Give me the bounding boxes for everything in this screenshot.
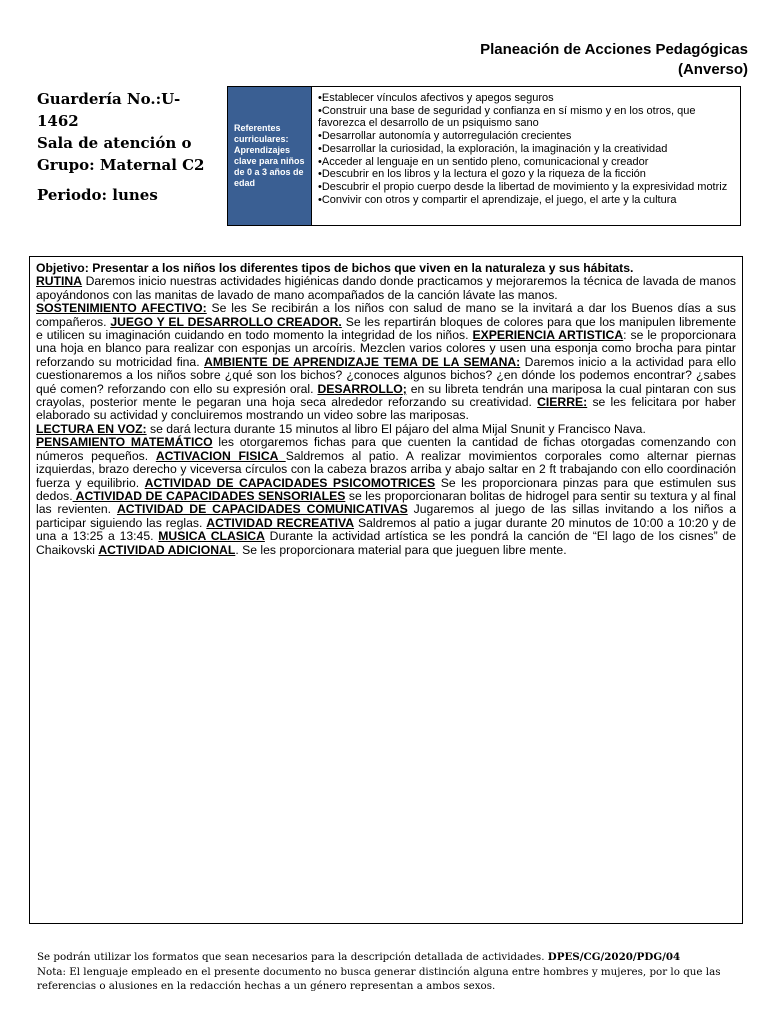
rutina-text: Daremos inicio nuestras actividades higiénicas dando donde practicamos y mejoraremos la técnica de lavada de manos apoyándonos con las manitas de lavado de mano acompañados de la canción lávate las manos. [36, 274, 736, 302]
referente-item: • Desarrollar autonomía y autorregulación crecientes [318, 130, 734, 143]
recreativa-text: Saldremos al patio a jugar durante 20 minutos de 10:00 a 10:20 y de una a 13:25 a 13:45. [36, 515, 737, 544]
activacion-heading: ACTIVACION FISICA [155, 448, 286, 463]
ambiente-heading: AMBIENTE DE APRENDIZAJE TEMA DE LA SEMANA: [204, 354, 521, 369]
recreativa-heading: ACTIVIDAD RECREATIVA [206, 515, 355, 530]
block-paragraph-2 [36, 436, 736, 557]
pensamiento-heading: PENSAMIENTO MATEMÁTICO [36, 435, 213, 450]
document-code: DPES/CG/2020/PDG/04 [547, 951, 681, 963]
document-subtitle: (Anverso) [677, 61, 748, 78]
ambiente-text: Daremos inicio a la actividad para ello cuestionaremos a los niños sobre ¿qué son los bichos? ¿conoces algunos bichos? ¿en dónde los podemos encontrar? ¿sabes qué comen? reforzando con ello su expresión oral. [36, 354, 736, 396]
guarderia-number: Guardería No.:U-1462 [37, 90, 181, 130]
adicional-heading: ACTIVIDAD ADICIONAL [98, 542, 236, 557]
footer-line-1 [37, 950, 749, 965]
referentes-label: Referentes curriculares: Aprendizajes clave para niños de 0 a 3 años de edad [228, 87, 312, 225]
activacion-text: Saldremos al patio. A realizar movimientos corporales como alternar piernas izquierdas, brazo derecho y viceversa círculos con la cabeza brazos arriba y abajo saltar en 2 ft trabajando con ello coordinación fuerza y equilibrio. [36, 448, 736, 490]
psicomotrices-text: Se les proporcionara pinzas para que estimulen sus dedos. [36, 475, 737, 503]
sensoriales-heading: ACTIVIDAD DE CAPACIDADES SENSORIALES [72, 488, 346, 503]
objective: Objetivo: Presentar a los niños los diferentes tipos de bichos que viven en la naturaleza y sus hábitats. [36, 261, 634, 275]
comunicativas-heading: ACTIVIDAD DE CAPACIDADES COMUNICATIVAS [117, 502, 408, 517]
lectura-text: se dará lectura durante 15 minutos al libro El pájaro del alma Mijal Snunit y Francisco Nava. [146, 421, 646, 436]
rutina-heading: RUTINA [36, 274, 83, 289]
referente-item: • Construir una base de seguridad y confianza en sí mismo y en los otros, que favorezca el desarrollo de un psiquismo sano [318, 105, 734, 130]
referente-item: • Convivir con otros y compartir el aprendizaje, el juego, el arte y la cultura [318, 194, 734, 207]
document-title: Planeación de Acciones Pedagógicas [480, 41, 748, 58]
referente-item: • Establecer vínculos afectivos y apegos seguros [318, 92, 734, 105]
referente-item: • Desarrollar la curiosidad, la exploración, la imaginación y la creatividad [318, 143, 734, 156]
referente-item: • Descubrir en los libros y la lectura el gozo y la riqueza de la ficción [318, 168, 734, 181]
sensoriales-text: se les proporcionaran bolitas de hidrogel para sentir su textura y al final las revienten. [36, 488, 736, 517]
document-header [480, 40, 748, 80]
periodo: Periodo: lunes [37, 186, 158, 204]
lectura-heading: LECTURA EN VOZ: [36, 421, 147, 436]
referente-item: • Descubrir el propio cuerpo desde la libertad de movimiento y la expresividad motriz [318, 181, 734, 194]
cierre-text: se les felicitara por haber elaborado su actividad y concluiremos mostrando un video sobre las mariposas. [36, 395, 736, 423]
desarrollo-text: en su libreta tendrán una mariposa la cual pintaran con sus crayolas, posterior mente le pegaran una hoja seca alrededor reforzando su creatividad. [36, 381, 737, 410]
block-paragraph-1 [36, 302, 736, 423]
group-info [37, 88, 217, 206]
experiencia-heading: EXPERIENCIA ARTISTICA [472, 328, 624, 343]
referentes-list [312, 87, 740, 225]
footer-formats-text: Se podrán utilizar los formatos que sean necesarios para la descripción detallada de actividades. [37, 951, 548, 963]
footer-note: Nota: El lenguaje empleado en el presente documento no busca generar distinción alguna entre hombres y mujeres, por lo que las referencias o alusiones en la redacción hechas a un género representan a ambos sexos. [37, 965, 721, 992]
activities-box [29, 256, 743, 924]
sala-group: Sala de atención o Grupo: Maternal C2 [37, 134, 205, 174]
adicional-text: . Se les proporcionara material para que jueguen libre mente. [235, 542, 567, 557]
desarrollo-heading: DESARROLLO; [317, 381, 407, 396]
psicomotrices-heading: ACTIVIDAD DE CAPACIDADES PSICOMOTRICES [144, 475, 436, 490]
experiencia-text: : se le proporcionara una hoja en blanco para realizar con esponjas un arcoíris. Mezclen varios colores y usen una esponja como brocha para pintar reforzando su motricidad fina. [36, 328, 736, 369]
pensamiento-text: les otorgaremos fichas para que cuenten la cantidad de fichas otorgadas comenzando con números pequeños. [36, 435, 736, 463]
juego-text: Se les repartirán bloques de colores para que los manipulen libremente e utilicen su imaginación cuidando en todo momento la integridad de los niños. [36, 314, 736, 343]
comunicativas-text: Jugaremos al juego de las sillas invitando a los niños a participar siguiendo las reglas. [36, 502, 737, 530]
musica-heading: MUSICA CLASICA [158, 529, 265, 544]
cierre-heading: CIERRE: [537, 395, 588, 410]
musica-text: Durante la actividad artística se les pondrá la canción de “El lago de los cisnes” de Chaikovski [36, 529, 736, 557]
sostenimiento-text: Se les Se recibirán a los niños con salud de mano se la invitará a dar los Buenos días a sus compañeros. [36, 301, 737, 329]
sostenimiento-heading: SOSTENIMIENTO AFECTIVO: [36, 301, 207, 316]
footer [37, 950, 749, 994]
referente-item: • Acceder al lenguaje en un sentido pleno, comunicacional y creador [318, 156, 734, 169]
rutina-paragraph [36, 275, 736, 302]
referentes-box [227, 86, 741, 226]
juego-heading: JUEGO Y EL DESARROLLO CREADOR. [110, 314, 342, 329]
